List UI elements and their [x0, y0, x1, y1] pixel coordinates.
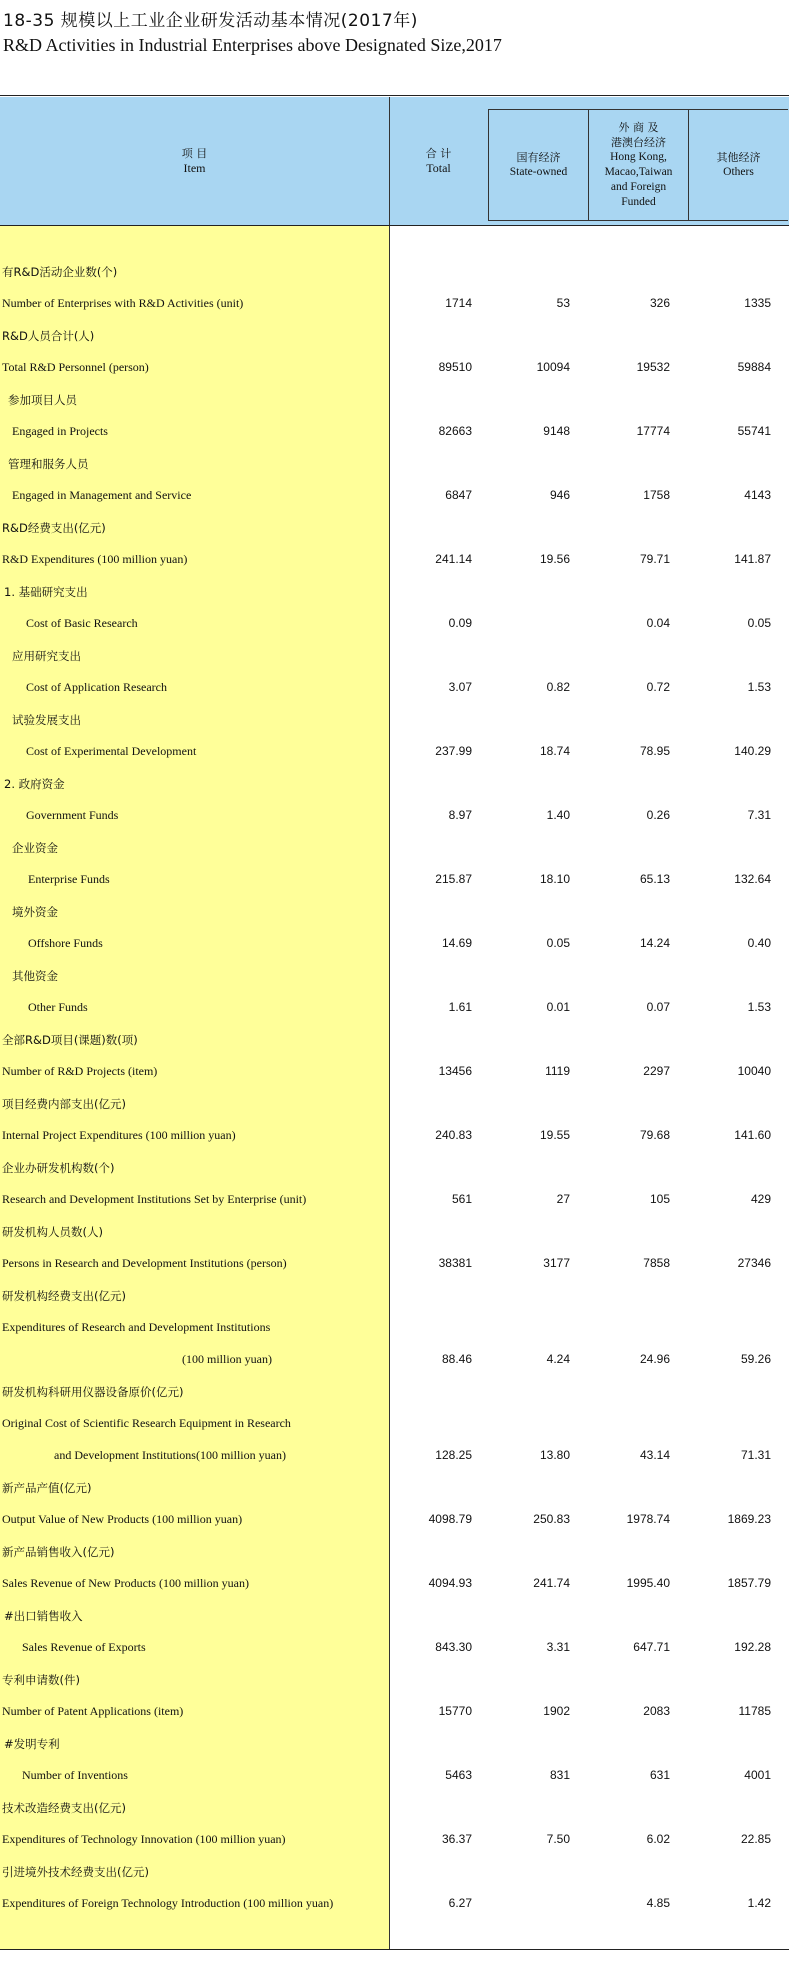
table-row: [0, 1792, 789, 1824]
value-others: 55741: [737, 424, 771, 438]
value-foreign-funded: 17774: [636, 424, 670, 438]
value-state-owned: 0.05: [546, 936, 570, 950]
value-state-owned: 18.74: [539, 744, 570, 758]
table-row: [0, 544, 789, 576]
value-foreign-funded: 7858: [643, 1256, 670, 1270]
value-state-owned: 53: [556, 296, 570, 310]
header-total: [389, 97, 488, 225]
table-row: [0, 480, 789, 512]
value-total: 4094.93: [428, 1576, 472, 1590]
table-row: [0, 1088, 789, 1120]
table-row: [0, 640, 789, 672]
header-foreign-en2: Macao,Taiwan: [604, 166, 673, 178]
table-row: [0, 1568, 789, 1600]
value-total: 128.25: [435, 1448, 472, 1462]
header-foreign-cn1: 外 商 及: [618, 121, 659, 134]
row-label: #出口销售收入: [4, 1609, 83, 1623]
value-others: 0.05: [747, 616, 771, 630]
table-row: [0, 896, 789, 928]
value-state-owned: 250.83: [533, 1512, 570, 1526]
table-row: [0, 448, 789, 480]
row-label: and Development Institutions(100 million yuan): [54, 1448, 286, 1462]
top-rule: [0, 95, 789, 96]
value-state-owned: 10094: [536, 360, 570, 374]
table-row: [0, 1760, 789, 1792]
value-state-owned: 19.56: [539, 552, 570, 566]
row-label: Government Funds: [26, 808, 119, 822]
table-row: [0, 512, 789, 544]
row-label: 企业办研发机构数(个): [2, 1161, 115, 1175]
row-label: 1. 基础研究支出: [4, 585, 88, 599]
value-foreign-funded: 78.95: [639, 744, 670, 758]
row-label: Offshore Funds: [28, 936, 103, 950]
value-others: 141.60: [734, 1128, 771, 1142]
value-others: 4001: [744, 1768, 771, 1782]
header-item-cn: 项 目: [181, 147, 208, 160]
row-label: 专利申请数(件): [2, 1673, 80, 1687]
row-label: Sales Revenue of Exports: [22, 1640, 146, 1654]
table-row: [0, 672, 789, 704]
table-row: [0, 1856, 789, 1888]
row-label: Enterprise Funds: [28, 872, 110, 886]
row-label: R&D人员合计(人): [2, 329, 95, 343]
value-others: 1.42: [747, 1896, 771, 1910]
row-label: 技术改造经费支出(亿元): [2, 1801, 126, 1815]
value-total: 5463: [445, 1768, 472, 1782]
header-others-cn: 其他经济: [716, 151, 761, 164]
table-row: [0, 1312, 789, 1344]
value-total: 89510: [438, 360, 472, 374]
value-foreign-funded: 24.96: [639, 1352, 670, 1366]
row-label: Number of R&D Projects (item): [2, 1064, 158, 1078]
value-foreign-funded: 0.26: [646, 808, 670, 822]
value-others: 7.31: [747, 808, 771, 822]
table-row: [0, 1536, 789, 1568]
value-total: 1714: [445, 296, 472, 310]
value-state-owned: 1902: [543, 1704, 570, 1718]
bottom-rule: [0, 1949, 789, 1950]
value-others: 4143: [744, 488, 771, 502]
value-state-owned: 3.31: [546, 1640, 570, 1654]
header-item-en: Item: [183, 161, 206, 175]
row-label: 管理和服务人员: [8, 457, 89, 471]
value-foreign-funded: 0.04: [646, 616, 670, 630]
value-state-owned: 241.74: [533, 1576, 570, 1590]
table-row: [0, 704, 789, 736]
table-row: [0, 1600, 789, 1632]
value-total: 14.69: [441, 936, 472, 950]
table-row: [0, 256, 789, 288]
header-total-en: Total: [426, 161, 451, 175]
value-others: 140.29: [734, 744, 771, 758]
value-others: 10040: [737, 1064, 771, 1078]
value-others: 59.26: [740, 1352, 771, 1366]
value-foreign-funded: 65.13: [639, 872, 670, 886]
header-foreign-en3: and Foreign: [610, 181, 667, 193]
header-foreign-en4: Funded: [621, 196, 656, 208]
row-label: 研发机构科研用仪器设备原价(亿元): [2, 1385, 184, 1399]
value-foreign-funded: 0.72: [646, 680, 670, 694]
header-item: [0, 97, 389, 225]
table-row: [0, 1440, 789, 1472]
value-foreign-funded: 326: [649, 296, 670, 310]
value-state-owned: 19.55: [539, 1128, 570, 1142]
row-label: #发明专利: [4, 1737, 60, 1751]
row-label: Engaged in Projects: [12, 424, 108, 438]
table-row: [0, 1824, 789, 1856]
value-foreign-funded: 2297: [643, 1064, 670, 1078]
row-label: Total R&D Personnel (person): [2, 360, 149, 374]
table-row: [0, 1632, 789, 1664]
row-label: Expenditures of Research and Development Institutions: [2, 1320, 271, 1334]
value-total: 38381: [438, 1256, 472, 1270]
value-foreign-funded: 631: [649, 1768, 670, 1782]
value-state-owned: 27: [556, 1192, 570, 1206]
value-total: 88.46: [441, 1352, 472, 1366]
value-others: 1335: [744, 296, 771, 310]
table-title-en: R&D Activities in Industrial Enterprises above Designated Size,2017: [3, 35, 502, 55]
header-others-en: Others: [723, 166, 754, 178]
table-body: [0, 226, 789, 1949]
value-others: 11785: [738, 1704, 771, 1718]
row-label: Expenditures of Technology Innovation (100 million yuan): [2, 1832, 286, 1846]
table-row: [0, 1472, 789, 1504]
row-label: 其他资金: [12, 969, 58, 983]
row-label: R&D经费支出(亿元): [2, 521, 106, 535]
value-total: 561: [451, 1192, 472, 1206]
value-total: 15770: [438, 1704, 472, 1718]
table-row: [0, 1120, 789, 1152]
value-others: 429: [750, 1192, 771, 1206]
table-row: [0, 960, 789, 992]
value-others: 132.64: [734, 872, 771, 886]
value-total: 240.83: [435, 1128, 472, 1142]
value-foreign-funded: 1758: [643, 488, 670, 502]
header-state-cn: 国有经济: [516, 151, 561, 164]
header-foreign-en1: Hong Kong,: [610, 151, 667, 163]
value-foreign-funded: 105: [649, 1192, 670, 1206]
row-label: Persons in Research and Development Institutions (person): [2, 1256, 287, 1270]
row-label: Output Value of New Products (100 million yuan): [2, 1512, 243, 1526]
value-total: 13456: [438, 1064, 472, 1078]
value-total: 6847: [445, 488, 472, 502]
value-others: 27346: [737, 1256, 771, 1270]
row-label: 有R&D活动企业数(个): [2, 265, 118, 279]
value-foreign-funded: 0.07: [646, 1000, 670, 1014]
table-row: [0, 1024, 789, 1056]
value-state-owned: 18.10: [539, 872, 570, 886]
table-row: [0, 576, 789, 608]
value-state-owned: 1119: [545, 1064, 570, 1078]
value-total: 36.37: [441, 1832, 472, 1846]
row-label: 研发机构经费支出(亿元): [2, 1289, 126, 1303]
table-row: [0, 1184, 789, 1216]
row-label: 参加项目人员: [8, 393, 77, 407]
table-row: [0, 1056, 789, 1088]
table-header: [0, 97, 789, 225]
table-row: [0, 864, 789, 896]
value-state-owned: 9148: [543, 424, 570, 438]
value-total: 82663: [438, 424, 472, 438]
value-total: 4098.79: [428, 1512, 472, 1526]
table-row: [0, 1664, 789, 1696]
row-label: 境外资金: [12, 905, 58, 919]
table-row: [0, 320, 789, 352]
row-label: R&D Expenditures (100 million yuan): [2, 552, 188, 566]
value-state-owned: 3177: [543, 1256, 570, 1270]
header-total-cn: 合 计: [425, 147, 452, 160]
value-foreign-funded: 6.02: [646, 1832, 670, 1846]
table-row: [0, 352, 789, 384]
row-label: 试验发展支出: [12, 713, 81, 727]
table-row: [0, 608, 789, 640]
row-label: Cost of Basic Research: [26, 616, 138, 630]
row-label: Original Cost of Scientific Research Equipment in Research: [2, 1416, 291, 1430]
value-total: 6.27: [448, 1896, 472, 1910]
value-total: 237.99: [435, 744, 472, 758]
table-row: [0, 1344, 789, 1376]
value-total: 843.30: [435, 1640, 472, 1654]
row-label: Internal Project Expenditures (100 million yuan): [2, 1128, 236, 1142]
row-label: Cost of Application Research: [26, 680, 167, 694]
row-label: Expenditures of Foreign Technology Introduction (100 million yuan): [2, 1896, 334, 1910]
row-label: 2. 政府资金: [4, 777, 65, 791]
row-label: 项目经费内部支出(亿元): [2, 1097, 126, 1111]
row-label: Sales Revenue of New Products (100 million yuan): [2, 1576, 249, 1590]
table-row: [0, 1888, 789, 1920]
header-state-en: State-owned: [509, 166, 568, 178]
row-label: (100 million yuan): [182, 1352, 272, 1366]
value-state-owned: 0.01: [546, 1000, 570, 1014]
value-state-owned: 4.24: [546, 1352, 570, 1366]
value-total: 1.61: [448, 1000, 472, 1014]
value-state-owned: 0.82: [546, 680, 570, 694]
table-row: [0, 384, 789, 416]
row-label: 研发机构人员数(人): [2, 1225, 103, 1239]
row-label: Other Funds: [28, 1000, 88, 1014]
table-row: [0, 768, 789, 800]
table-row: [0, 1216, 789, 1248]
header-foreign-cn2: 港澳台经济: [611, 136, 666, 149]
row-label: Number of Inventions: [22, 1768, 128, 1782]
table-row: [0, 1280, 789, 1312]
value-others: 1.53: [747, 680, 771, 694]
table-row: [0, 992, 789, 1024]
row-label: Number of Enterprises with R&D Activities (unit): [2, 296, 244, 310]
row-label: Number of Patent Applications (item): [2, 1704, 184, 1718]
value-foreign-funded: 79.68: [639, 1128, 670, 1142]
value-foreign-funded: 19532: [636, 360, 670, 374]
value-foreign-funded: 2083: [643, 1704, 670, 1718]
value-state-owned: 7.50: [546, 1832, 570, 1846]
row-label: 全部R&D项目(课题)数(项): [2, 1033, 138, 1047]
table-row: [0, 1696, 789, 1728]
value-others: 1869.23: [727, 1512, 771, 1526]
value-state-owned: 13.80: [539, 1448, 570, 1462]
value-total: 215.87: [435, 872, 472, 886]
value-foreign-funded: 43.14: [639, 1448, 670, 1462]
table-row: [0, 1408, 789, 1440]
table-row: [0, 928, 789, 960]
table-row: [0, 1504, 789, 1536]
table-row: [0, 1376, 789, 1408]
table-row: [0, 416, 789, 448]
value-others: 192.28: [734, 1640, 771, 1654]
row-label: Cost of Experimental Development: [26, 744, 197, 758]
header-divider: [389, 97, 390, 225]
header-state-owned: [488, 109, 589, 221]
table-row: [0, 832, 789, 864]
row-label: 企业资金: [12, 841, 58, 855]
table-title-cn: 18-35 规模以上工业企业研发活动基本情况(2017年): [3, 11, 418, 31]
value-foreign-funded: 647.71: [633, 1640, 670, 1654]
value-total: 3.07: [448, 680, 472, 694]
row-label: 应用研究支出: [12, 649, 81, 663]
value-others: 141.87: [734, 552, 771, 566]
value-total: 0.09: [448, 616, 472, 630]
value-state-owned: 946: [549, 488, 570, 502]
header-foreign-funded: [588, 109, 689, 221]
table-row: [0, 1248, 789, 1280]
value-others: 71.31: [740, 1448, 771, 1462]
row-label: 新产品销售收入(亿元): [2, 1545, 115, 1559]
value-foreign-funded: 14.24: [639, 936, 670, 950]
value-total: 241.14: [435, 552, 472, 566]
value-state-owned: 1.40: [546, 808, 570, 822]
table-row: [0, 736, 789, 768]
value-total: 8.97: [448, 808, 472, 822]
value-others: 1.53: [747, 1000, 771, 1014]
table-row: [0, 1152, 789, 1184]
value-others: 0.40: [747, 936, 771, 950]
header-others: [688, 109, 788, 221]
row-label: Engaged in Management and Service: [12, 488, 192, 502]
value-foreign-funded: 4.85: [646, 1896, 670, 1910]
table-row: [0, 1728, 789, 1760]
row-label: 引进境外技术经费支出(亿元): [2, 1865, 149, 1879]
value-state-owned: 831: [549, 1768, 570, 1782]
row-label: Research and Development Institutions Set by Enterprise (unit): [2, 1192, 307, 1206]
value-foreign-funded: 79.71: [639, 552, 670, 566]
table-row: [0, 800, 789, 832]
value-others: 1857.79: [727, 1576, 771, 1590]
value-others: 59884: [737, 360, 771, 374]
table-row: [0, 288, 789, 320]
value-others: 22.85: [740, 1832, 771, 1846]
value-foreign-funded: 1995.40: [626, 1576, 670, 1590]
row-label: 新产品产值(亿元): [2, 1481, 92, 1495]
value-foreign-funded: 1978.74: [626, 1512, 670, 1526]
